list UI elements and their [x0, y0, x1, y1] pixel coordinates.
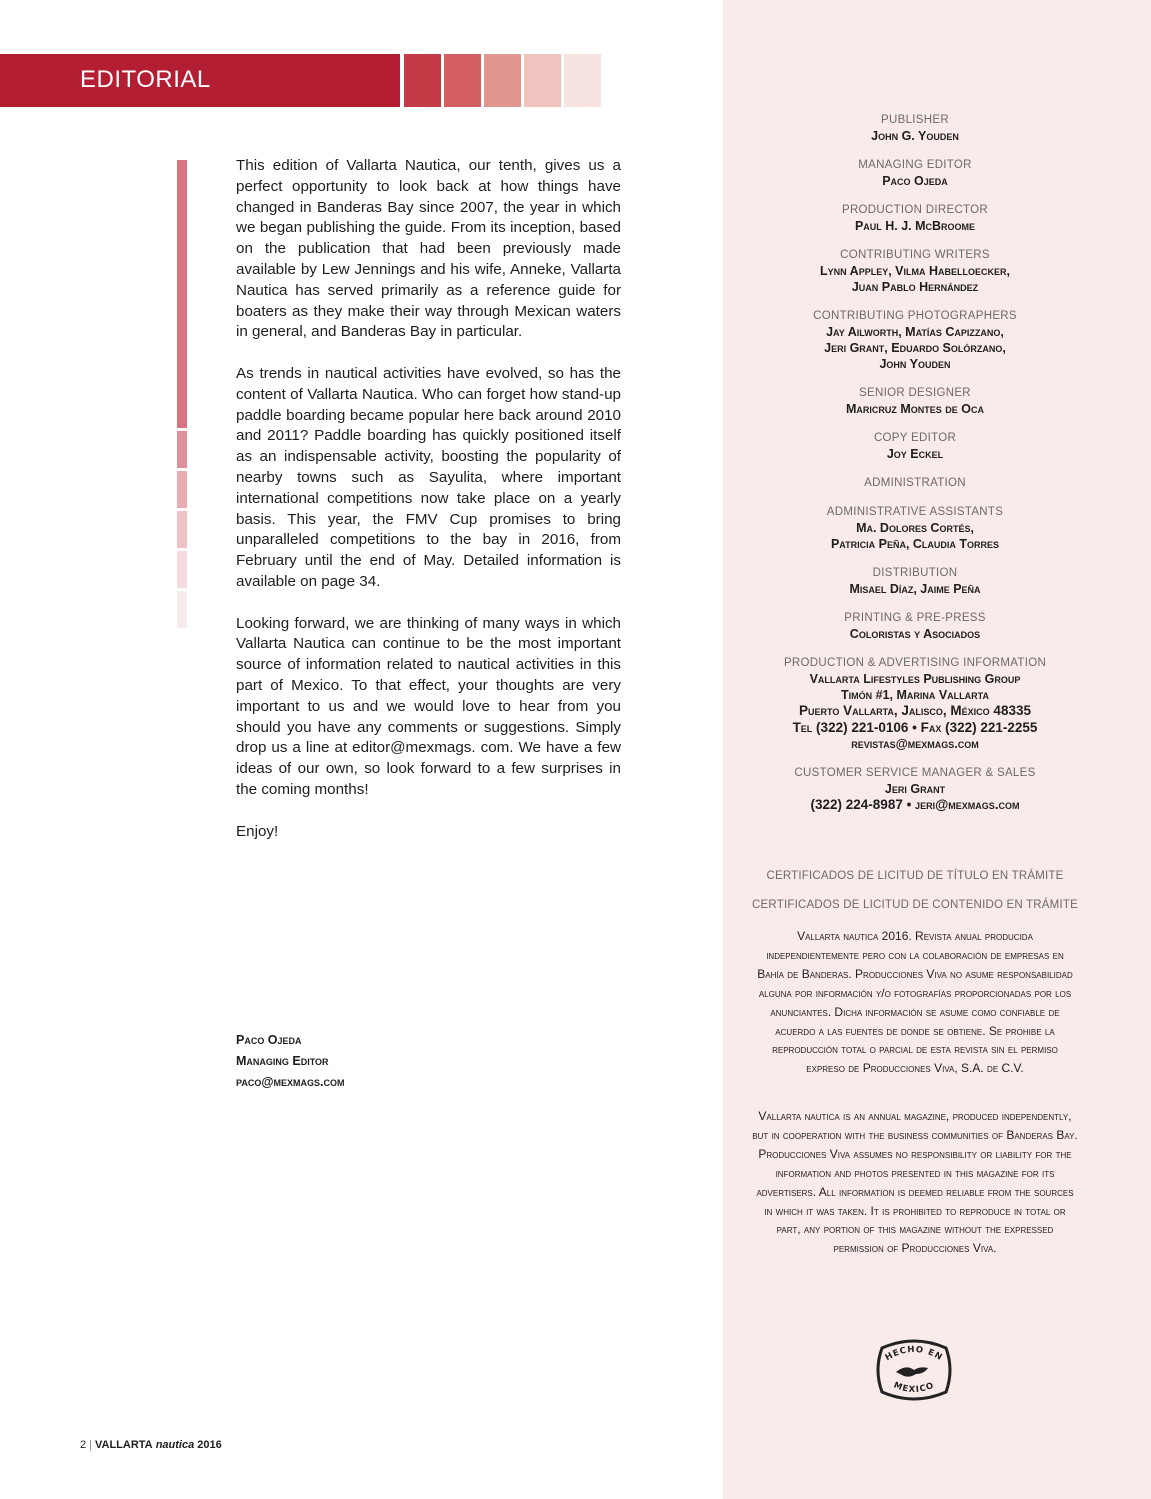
- credit-name: John Youden: [879, 357, 951, 371]
- header-swatch-4: [524, 54, 561, 107]
- credit-name: Paco Ojeda: [882, 174, 948, 188]
- article-paragraph: As trends in nautical activities have evolved, so has the content of Vallarta Nautica. Who can forget how stand-up paddle boarding became popular here back around 2010 and 2011? Paddle boarding has quickly positioned itself as an indispensable activity, boosting the popularity of nearby towns such as Sayulita, where important international competitions now take place on a yearly basis. This year, the FMV Cup promises to bring unparalleled competitions to the bay in 2016, from February until the end of May. Detailed information is available on page 34.: [236, 364, 621, 590]
- credit-advertising-info: [745, 656, 1085, 752]
- credit-role: PUBLISHER: [881, 114, 949, 126]
- section-title: EDITORIAL: [80, 66, 211, 93]
- article-paragraph: This edition of Vallarta Nautica, our tenth, gives us a perfect opportunity to look back at how things have changed in Banderas Bay since 2007, the year in which we began publishing the guide. From its inception, based on the publication that had been previously made available by Lew Jennings and his wife, Anneke, Vallarta Nautica has served primarily as a reference guide for boaters as they make their way through Mexican waters in general, and Banderas Bay in particular.: [236, 157, 621, 341]
- credit-name: Lynn Appley, Vilma Habelloecker,: [820, 264, 1010, 278]
- svg-text:HECHO EN: [884, 1345, 945, 1363]
- credit-name: Paul H. J. McBroome: [854, 219, 976, 233]
- credit-role: CUSTOMER SERVICE MANAGER & SALES: [794, 767, 1036, 779]
- vertical-accent-segment-6: [177, 591, 187, 628]
- credit-administration: [745, 476, 1085, 491]
- credit-contributing-writers: [745, 248, 1085, 295]
- credit-name: Ma. Dolores Cortés,: [856, 521, 974, 535]
- credit-contributing-photographers: [745, 309, 1085, 372]
- credit-name: Jeri Grant, Eduardo Solórzano,: [824, 341, 1006, 355]
- credit-name: Patricia Peña, Claudia Torres: [830, 537, 1000, 551]
- signature-title: Managing Editor: [236, 1054, 329, 1068]
- article-paragraph: Looking forward, we are thinking of many ways in which Vallarta Nautica can continue to be the most important source of information related to nautical activities in this part of Mexico. To that effect, your thoughts are very important to us and we would love to hear from you should you have any comments or suggestions. Simply drop us a line at editor@mexmags. com. We have a few ideas of our own, so look forward to a few surprises in the coming months!: [236, 614, 621, 798]
- credit-managing-editor: [745, 158, 1085, 189]
- credit-customer-service: [745, 766, 1085, 814]
- credit-name: Maricruz Montes de Oca: [846, 402, 984, 416]
- credit-email: revistas@mexmags.com: [851, 737, 979, 751]
- credit-name: Jay Ailworth, Matías Capizzano,: [826, 325, 1004, 339]
- credit-phone: (322) 224-8987 • jeri@mexmags.com: [810, 797, 1020, 812]
- credit-senior-designer: [745, 386, 1085, 417]
- credit-role: CONTRIBUTING PHOTOGRAPHERS: [813, 310, 1017, 322]
- credit-role: PRODUCTION & ADVERTISING INFORMATION: [783, 657, 1047, 669]
- credit-role: SENIOR DESIGNER: [859, 387, 971, 399]
- credit-name: Vallarta Lifestyles Publishing Group: [809, 672, 1021, 686]
- credit-role: ADMINISTRATION: [864, 477, 966, 489]
- header-swatch-5: [564, 54, 601, 107]
- footer-brand-italic: nautica: [155, 1439, 195, 1451]
- header-swatch-2: [444, 54, 481, 107]
- vertical-accent-segment-2: [177, 431, 187, 468]
- credit-role: ADMINISTRATIVE ASSISTANTS: [826, 506, 1004, 518]
- signature-email: paco@mexmags.com: [236, 1075, 345, 1089]
- credit-phone: Tel (322) 221-0106 • Fax (322) 221-2255: [792, 719, 1038, 735]
- disclaimer-english: Vallarta nautica is an annual magazine, produced independently, but in cooperation with the business communities of Banderas Bay. Producciones Viva assumes no responsibility or liability for the information and photos presented in this magazine for its advertisers. All information is deemed reliable from the sources in which it was taken. It is prohibited to reproduce in total or part, any portion of this magazine without the expressed permission of Producciones Viva.: [752, 1109, 1078, 1256]
- hecho-en-mexico-seal: [876, 1338, 952, 1402]
- credit-name: Misael Díaz, Jaime Peña: [849, 582, 981, 596]
- credit-name: Coloristas y Asociados: [849, 627, 981, 641]
- credit-copy-editor: [745, 431, 1085, 462]
- footer-year: 2016: [197, 1439, 222, 1451]
- credit-production-director: [745, 203, 1085, 234]
- header-swatch-1: [404, 54, 441, 107]
- vertical-accent-segment-4: [177, 511, 187, 548]
- svg-text:MEXICO: [892, 1381, 936, 1396]
- credit-publisher: [745, 113, 1085, 144]
- credit-printing: [745, 611, 1085, 642]
- credit-name: Jeri Grant: [884, 782, 946, 796]
- vertical-accent-segment-1: [177, 160, 187, 428]
- masthead-credits: [745, 113, 1085, 828]
- credit-administrative-assistants: [745, 505, 1085, 552]
- header-swatch-3: [484, 54, 521, 107]
- vertical-accent-segment-3: [177, 471, 187, 508]
- credit-role: PRODUCTION DIRECTOR: [841, 204, 989, 216]
- signature-name: Paco Ojeda: [236, 1033, 302, 1047]
- credit-role: COPY EDITOR: [873, 432, 957, 444]
- vertical-accent-segment-5: [177, 551, 187, 588]
- credit-name: Joy Eckel: [886, 447, 944, 461]
- footer-separator: |: [89, 1439, 92, 1451]
- editorial-article: [236, 156, 621, 863]
- page-footer: [80, 1439, 222, 1451]
- seal-bottom-text: MEXICO: [891, 1380, 937, 1396]
- seal-eagle-icon: [896, 1367, 928, 1376]
- credit-role: CONTRIBUTING WRITERS: [840, 249, 990, 261]
- credit-name: John G. Youden: [871, 129, 959, 143]
- certificate-content: CERTIFICADOS DE LICITUD DE CONTENIDO EN TRÁMITE: [752, 899, 1078, 911]
- seal-top-text: HECHO EN: [883, 1344, 945, 1364]
- credit-name: Timón #1, Marina Vallarta: [841, 688, 989, 702]
- editor-signature: [236, 1030, 345, 1093]
- credit-role: PRINTING & PRE-PRESS: [844, 612, 986, 624]
- credit-address: Puerto Vallarta, Jalisco, México 48335: [799, 703, 1031, 718]
- article-closing: Enjoy!: [236, 822, 279, 840]
- certificate-title: CERTIFICADOS DE LICITUD DE TÍTULO EN TRÁMITE: [766, 870, 1064, 882]
- credit-role: MANAGING EDITOR: [858, 159, 972, 171]
- page-number: 2: [80, 1439, 87, 1451]
- disclaimer-spanish: Vallarta nautica 2016. Revista anual producida independientemente pero con la colaboración de empresas en Bahía de Banderas. Producciones Viva no asume responsabilidad alguna por información y/o fotografías proporcionadas por los anunciantes. Dicha información se asume como confiable de acuerdo a las fuentes de donde se obtiene. Se prohibe la reproducción total o parcial de esta revista sin el permiso expreso de Producciones Viva, S.A. de C.V.: [757, 929, 1073, 1076]
- footer-brand: VALLARTA: [94, 1439, 153, 1451]
- credit-distribution: [745, 566, 1085, 597]
- credit-role: DISTRIBUTION: [872, 567, 958, 579]
- credit-name: Juan Pablo Hernández: [851, 280, 979, 294]
